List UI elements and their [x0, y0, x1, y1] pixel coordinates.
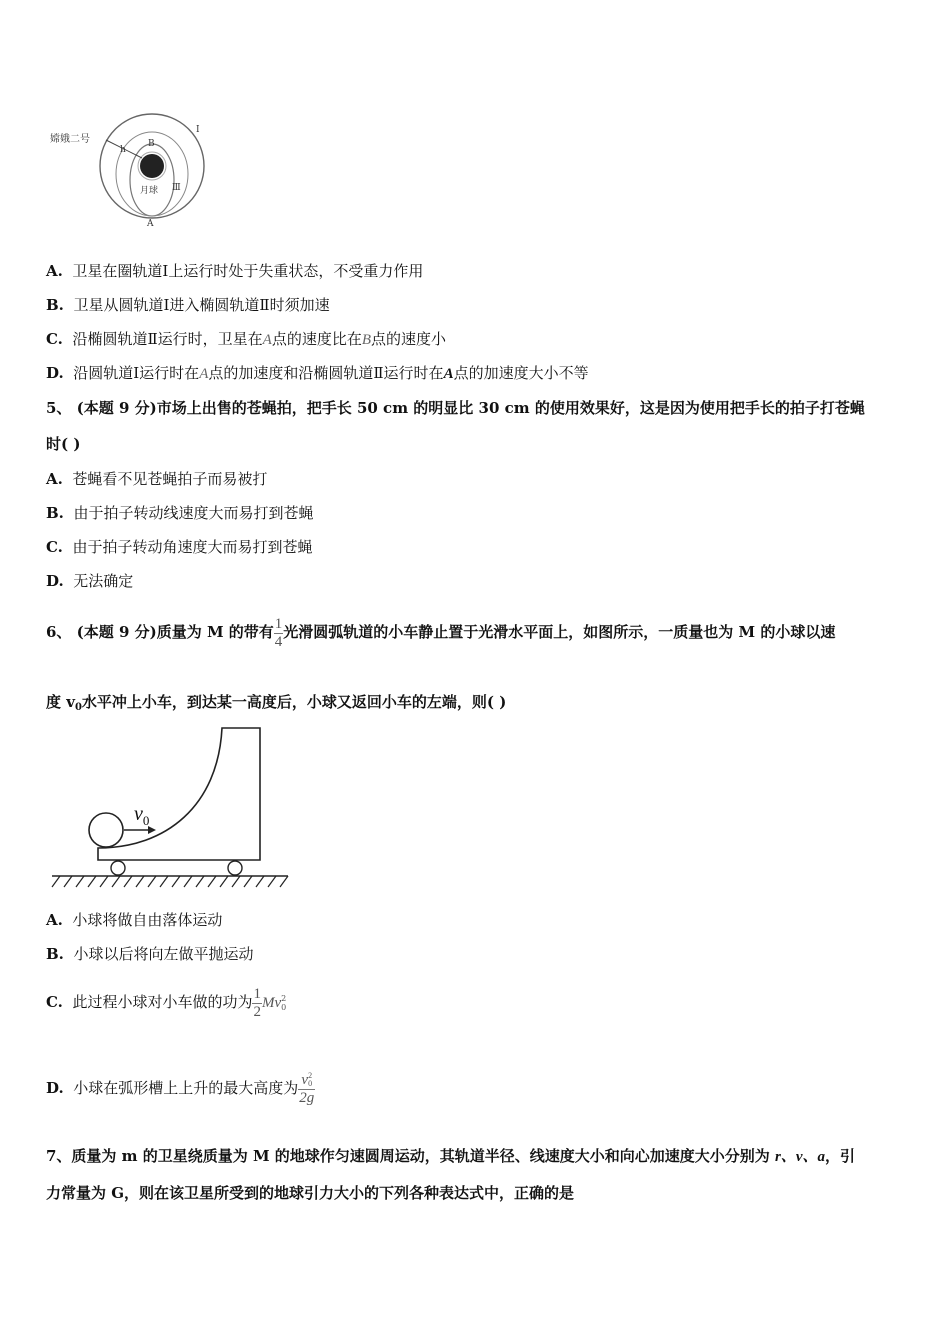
option-letter: A.	[46, 470, 63, 488]
option-text: 无法确定	[73, 572, 134, 590]
point-a-bold: A	[443, 366, 454, 382]
q5-option-d	[46, 571, 133, 591]
option-letter: B.	[46, 296, 64, 314]
fraction-quarter	[274, 616, 284, 651]
q6-line2-post: 水平冲上小车，到达某一高度后，小球又返回小车的左端，则( )	[81, 693, 507, 711]
option-text: 卫星从圆轨道Ⅰ进入椭圆轨道Ⅱ时须加速	[73, 296, 330, 314]
orbit-figure	[48, 108, 210, 230]
ground-hatch	[52, 876, 288, 887]
label-a: A	[147, 219, 154, 229]
cart-figure	[46, 726, 296, 892]
q6-option-b	[46, 944, 253, 964]
wheel-left	[111, 861, 125, 875]
option-letter: A.	[46, 262, 63, 280]
option-text: 由于拍子转动角速度大而易打到苍蝇	[72, 538, 313, 556]
option-text-mid: 点的加速度和沿椭圆轨道Ⅱ运行时在	[208, 364, 444, 382]
fraction-num	[298, 1072, 315, 1089]
q6-option-c	[46, 982, 286, 1023]
option-text: 小球在弧形槽上上升的最大高度为	[73, 1079, 299, 1097]
option-letter: C.	[46, 330, 63, 348]
q6-option-a	[46, 910, 222, 930]
cart-body	[98, 728, 260, 860]
expr-indices	[281, 994, 286, 1012]
option-text: 由于拍子转动线速度大而易打到苍蝇	[73, 504, 314, 522]
point-b: B	[361, 332, 372, 348]
point-a: A	[199, 366, 209, 382]
q6-stem-line1	[46, 612, 835, 652]
q6-line2-sub: 0	[74, 702, 82, 713]
option-text: 卫星在圈轨道Ⅰ上运行时处于失重状态，不受重力作用	[72, 262, 424, 280]
q5-stem-line1: 5、 (本题 9 分)市场上出售的苍蝇拍，把手长 50 cm 的明显比 30 cm 的使用效果好，这是因为使用把手长的拍子打苍蝇	[46, 399, 865, 417]
fraction-num: 1	[253, 985, 261, 1002]
expr-sub: 0	[281, 1003, 287, 1012]
option-text: 苍蝇看不见苍蝇拍子而易被打	[72, 470, 268, 488]
num-sub: 0	[308, 1079, 313, 1089]
label-moon: 月球	[140, 186, 159, 196]
num-indices	[308, 1072, 312, 1088]
q4-option-d	[46, 363, 589, 384]
q7-stem-line2: 力常量为 G，则在该卫星所受到的地球引力大小的下列各种表达式中，正确的是	[46, 1184, 575, 1202]
option-text-mid: 点的速度比在	[271, 330, 362, 348]
option-text: 小球将做自由落体运动	[72, 911, 223, 929]
num-v: v	[301, 1071, 309, 1088]
fraction-den: 2	[253, 1003, 261, 1020]
velocity-label: $v_0$	[134, 803, 150, 828]
moon-body	[140, 154, 164, 178]
wheel-right	[228, 861, 242, 875]
option-text-pre: 沿圆轨道Ⅰ运行时在	[73, 364, 200, 382]
label-h: h	[120, 145, 126, 155]
q5-option-b	[46, 503, 313, 523]
num-sup: 2	[308, 1071, 313, 1081]
option-text: 小球以后将向左做平抛运动	[73, 945, 254, 963]
q6-stem-post: 光滑圆弧轨道的小车静止置于光滑水平面上，如图所示，一质量也为 M 的小球以速	[283, 623, 836, 641]
option-letter: C.	[46, 993, 63, 1011]
q5-option-c	[46, 537, 312, 557]
option-letter: D.	[46, 1079, 64, 1097]
q6-stem-pre: 6、 (本题 9 分)质量为 M 的带有	[46, 623, 274, 641]
fraction-height	[298, 1072, 315, 1107]
q7-vars: r、v、a	[775, 1149, 826, 1165]
option-text-pre: 沿椭圆轨道Ⅱ运行时，卫星在	[72, 330, 263, 348]
point-a: A	[262, 332, 272, 348]
option-letter: B.	[46, 945, 64, 963]
q6-option-d	[46, 1062, 315, 1114]
q7-stem-line1	[46, 1146, 855, 1167]
option-text-post: 点的加速度大小不等	[453, 364, 589, 382]
fraction-den: 4	[274, 633, 283, 650]
option-text-post: 点的速度小	[371, 330, 447, 348]
q6-stem-line2	[46, 692, 506, 718]
q4-option-c	[46, 329, 446, 350]
q4-option-b	[46, 295, 330, 315]
option-letter: D.	[46, 364, 64, 382]
label-orbit-1: Ⅰ	[196, 125, 200, 135]
option-letter: C.	[46, 538, 63, 556]
q6-line2-pre: 度 v	[46, 693, 75, 711]
q5-option-a	[46, 469, 267, 489]
option-letter: A.	[46, 911, 63, 929]
q5-stem-line2: 时( )	[46, 435, 81, 453]
q7-line1-pre: 7、质量为 m 的卫星绕质量为 M 的地球作匀速圆周运动，其轨道半径、线速度大小和向心加速度大小分别为	[46, 1147, 776, 1165]
q4-option-a	[46, 261, 423, 281]
option-text: 此过程小球对小车做的功为	[72, 993, 253, 1011]
option-letter: B.	[46, 504, 64, 522]
fraction-num: 1	[274, 615, 283, 632]
option-letter: D.	[46, 572, 64, 590]
ball	[89, 813, 123, 847]
label-probe: 嫦娥二号	[50, 134, 90, 145]
fraction-half	[252, 986, 262, 1021]
label-orbit-3: Ⅲ	[172, 183, 181, 193]
fraction-den: 2g	[299, 1089, 315, 1106]
expr-mv: Mv	[261, 995, 282, 1011]
label-b: B	[148, 139, 155, 149]
expr-sup: 2	[281, 994, 287, 1003]
q7-line1-post: ，引	[825, 1147, 856, 1165]
